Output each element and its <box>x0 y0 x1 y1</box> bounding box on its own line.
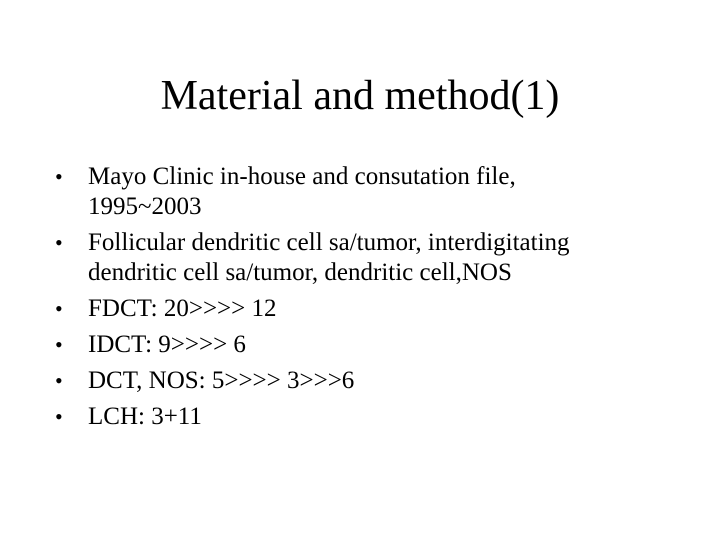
bullet-text-line: IDCT: 9>>>> 6 <box>88 331 246 358</box>
bullet-text-line: Follicular dendritic cell sa/tumor, interdigitating <box>88 229 570 256</box>
bullet-item <box>55 228 675 288</box>
bullet-text-line: Mayo Clinic in-house and consutation file, <box>88 163 516 190</box>
bullet-icon: • <box>55 230 63 255</box>
bullet-item <box>55 402 675 432</box>
bullet-text-line: 1995~2003 <box>88 193 202 220</box>
bullet-text-line: DCT, NOS: 5>>>> 3>>>6 <box>88 367 355 394</box>
bullet-text-line: dendritic cell sa/tumor, dendritic cell,NOS <box>88 259 512 286</box>
bullet-icon: • <box>55 404 63 429</box>
bullet-item <box>55 330 675 360</box>
bullet-icon: • <box>55 368 63 393</box>
bullet-icon: • <box>55 296 63 321</box>
bullet-item <box>55 162 675 222</box>
bullet-text-line: LCH: 3+11 <box>88 403 202 430</box>
slide-title: Material and method(1) <box>160 73 560 119</box>
bullet-text-line: FDCT: 20>>>> 12 <box>88 295 277 322</box>
bullet-icon: • <box>55 332 63 357</box>
bullet-icon: • <box>55 164 63 189</box>
bullet-item <box>55 294 675 324</box>
bullet-list <box>55 162 675 438</box>
bullet-item <box>55 366 675 396</box>
